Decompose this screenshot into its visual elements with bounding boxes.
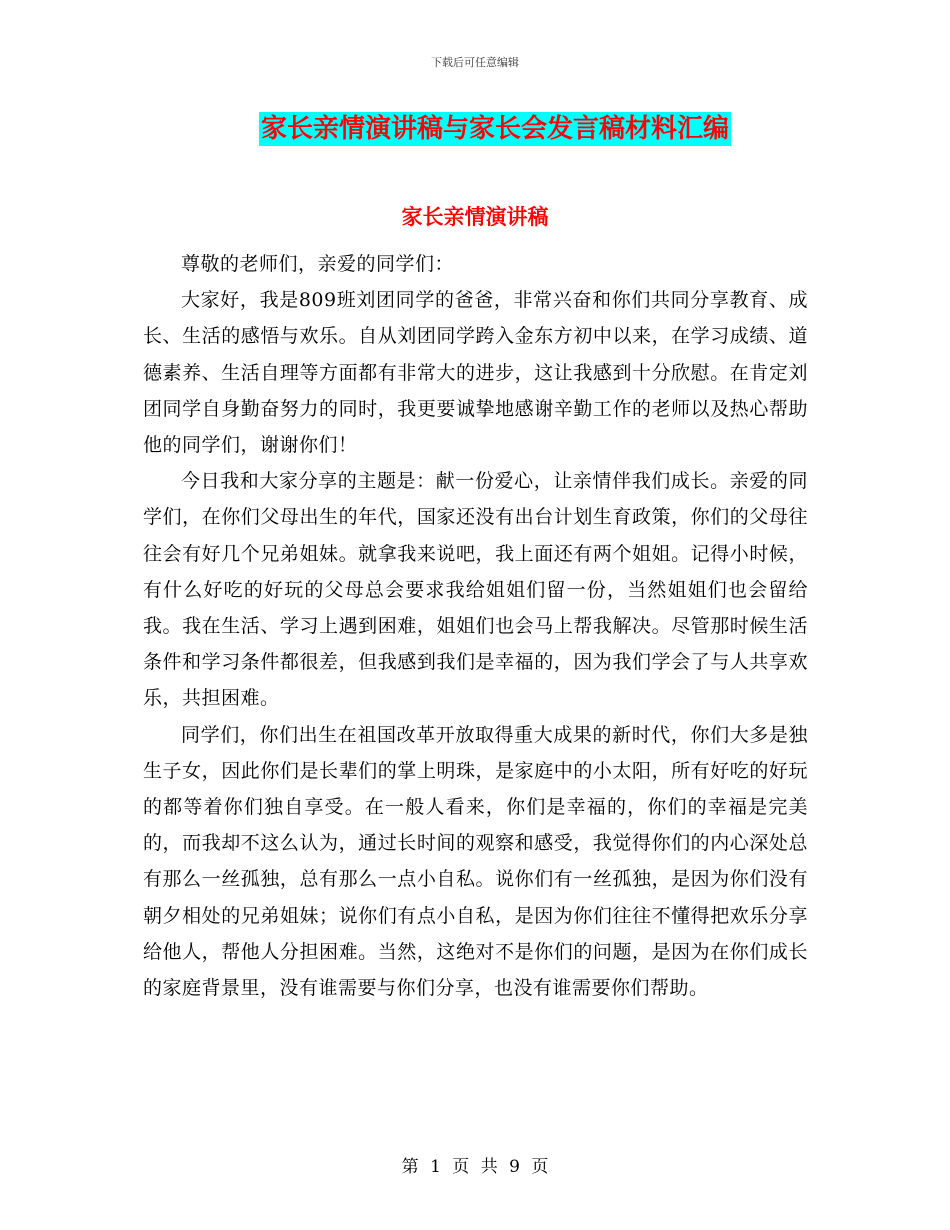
document-title: 家长亲情演讲稿与家长会发言稿材料汇编 bbox=[260, 114, 729, 144]
paragraph-1: 大家好，我是809班刘团同学的爸爸，非常兴奋和你们共同分享教育、成长、生活的感悟与欢乐。自从刘团同学跨入金东方初中以来，在学习成绩、道德素养、生活自理等方面都有非常大的进步，这让我感到十分欣慰。在肯定刘团同学自身勤奋努力的同时，我更要诚挚地感谢辛勤工作的老师以及热心帮助他的同学们，谢谢你们！ bbox=[143, 289, 808, 457]
header-note: 下载后可任意编辑 bbox=[431, 56, 519, 69]
body-text bbox=[143, 246, 808, 1006]
section-title: 家长亲情演讲稿 bbox=[401, 204, 549, 229]
paragraph-2: 今日我和大家分享的主题是：献一份爱心，让亲情伴我们成长。亲爱的同学们，在你们父母出生的年代，国家还没有出台计划生育政策，你们的父母往往会有好几个兄弟姐妹。就拿我来说吧，我上面还有两个姐姐。记得小时候，有什么好吃的好玩的父母总会要求我给姐姐们留一份，当然姐姐们也会留给我。我在生活、学习上遇到困难，姐姐们也会马上帮我解决。尽管那时候生活条件和学习条件都很差，但我感到我们是幸福的，因为我们学会了与人共享欢乐，共担困难。 bbox=[143, 470, 808, 710]
page-number-footer: 第 1 页 共 9 页 bbox=[401, 1157, 549, 1177]
paragraph-salutation: 尊敬的老师们，亲爱的同学们： bbox=[181, 253, 455, 275]
paragraph-3: 同学们，你们出生在祖国改革开放取得重大成果的新时代，你们大多是独生子女，因此你们是长辈们的掌上明珠，是家庭中的小太阳，所有好吃的好玩的都等着你们独自享受。在一般人看来，你们是幸福的，你们的幸福是完美的，而我却不这么认为，通过长时间的观察和感受，我觉得你们的内心深处总有那么一丝孤独，总有那么一点小自私。说你们有一丝孤独，是因为你们没有朝夕相处的兄弟姐妹；说你们有点小自私，是因为你们往往不懂得把欢乐分享给他人，帮他人分担困难。当然，这绝对不是你们的问题，是因为在你们成长的家庭背景里，没有谁需要与你们分享，也没有谁需要你们帮助。 bbox=[143, 723, 808, 1000]
document-title-container bbox=[0, 112, 950, 146]
